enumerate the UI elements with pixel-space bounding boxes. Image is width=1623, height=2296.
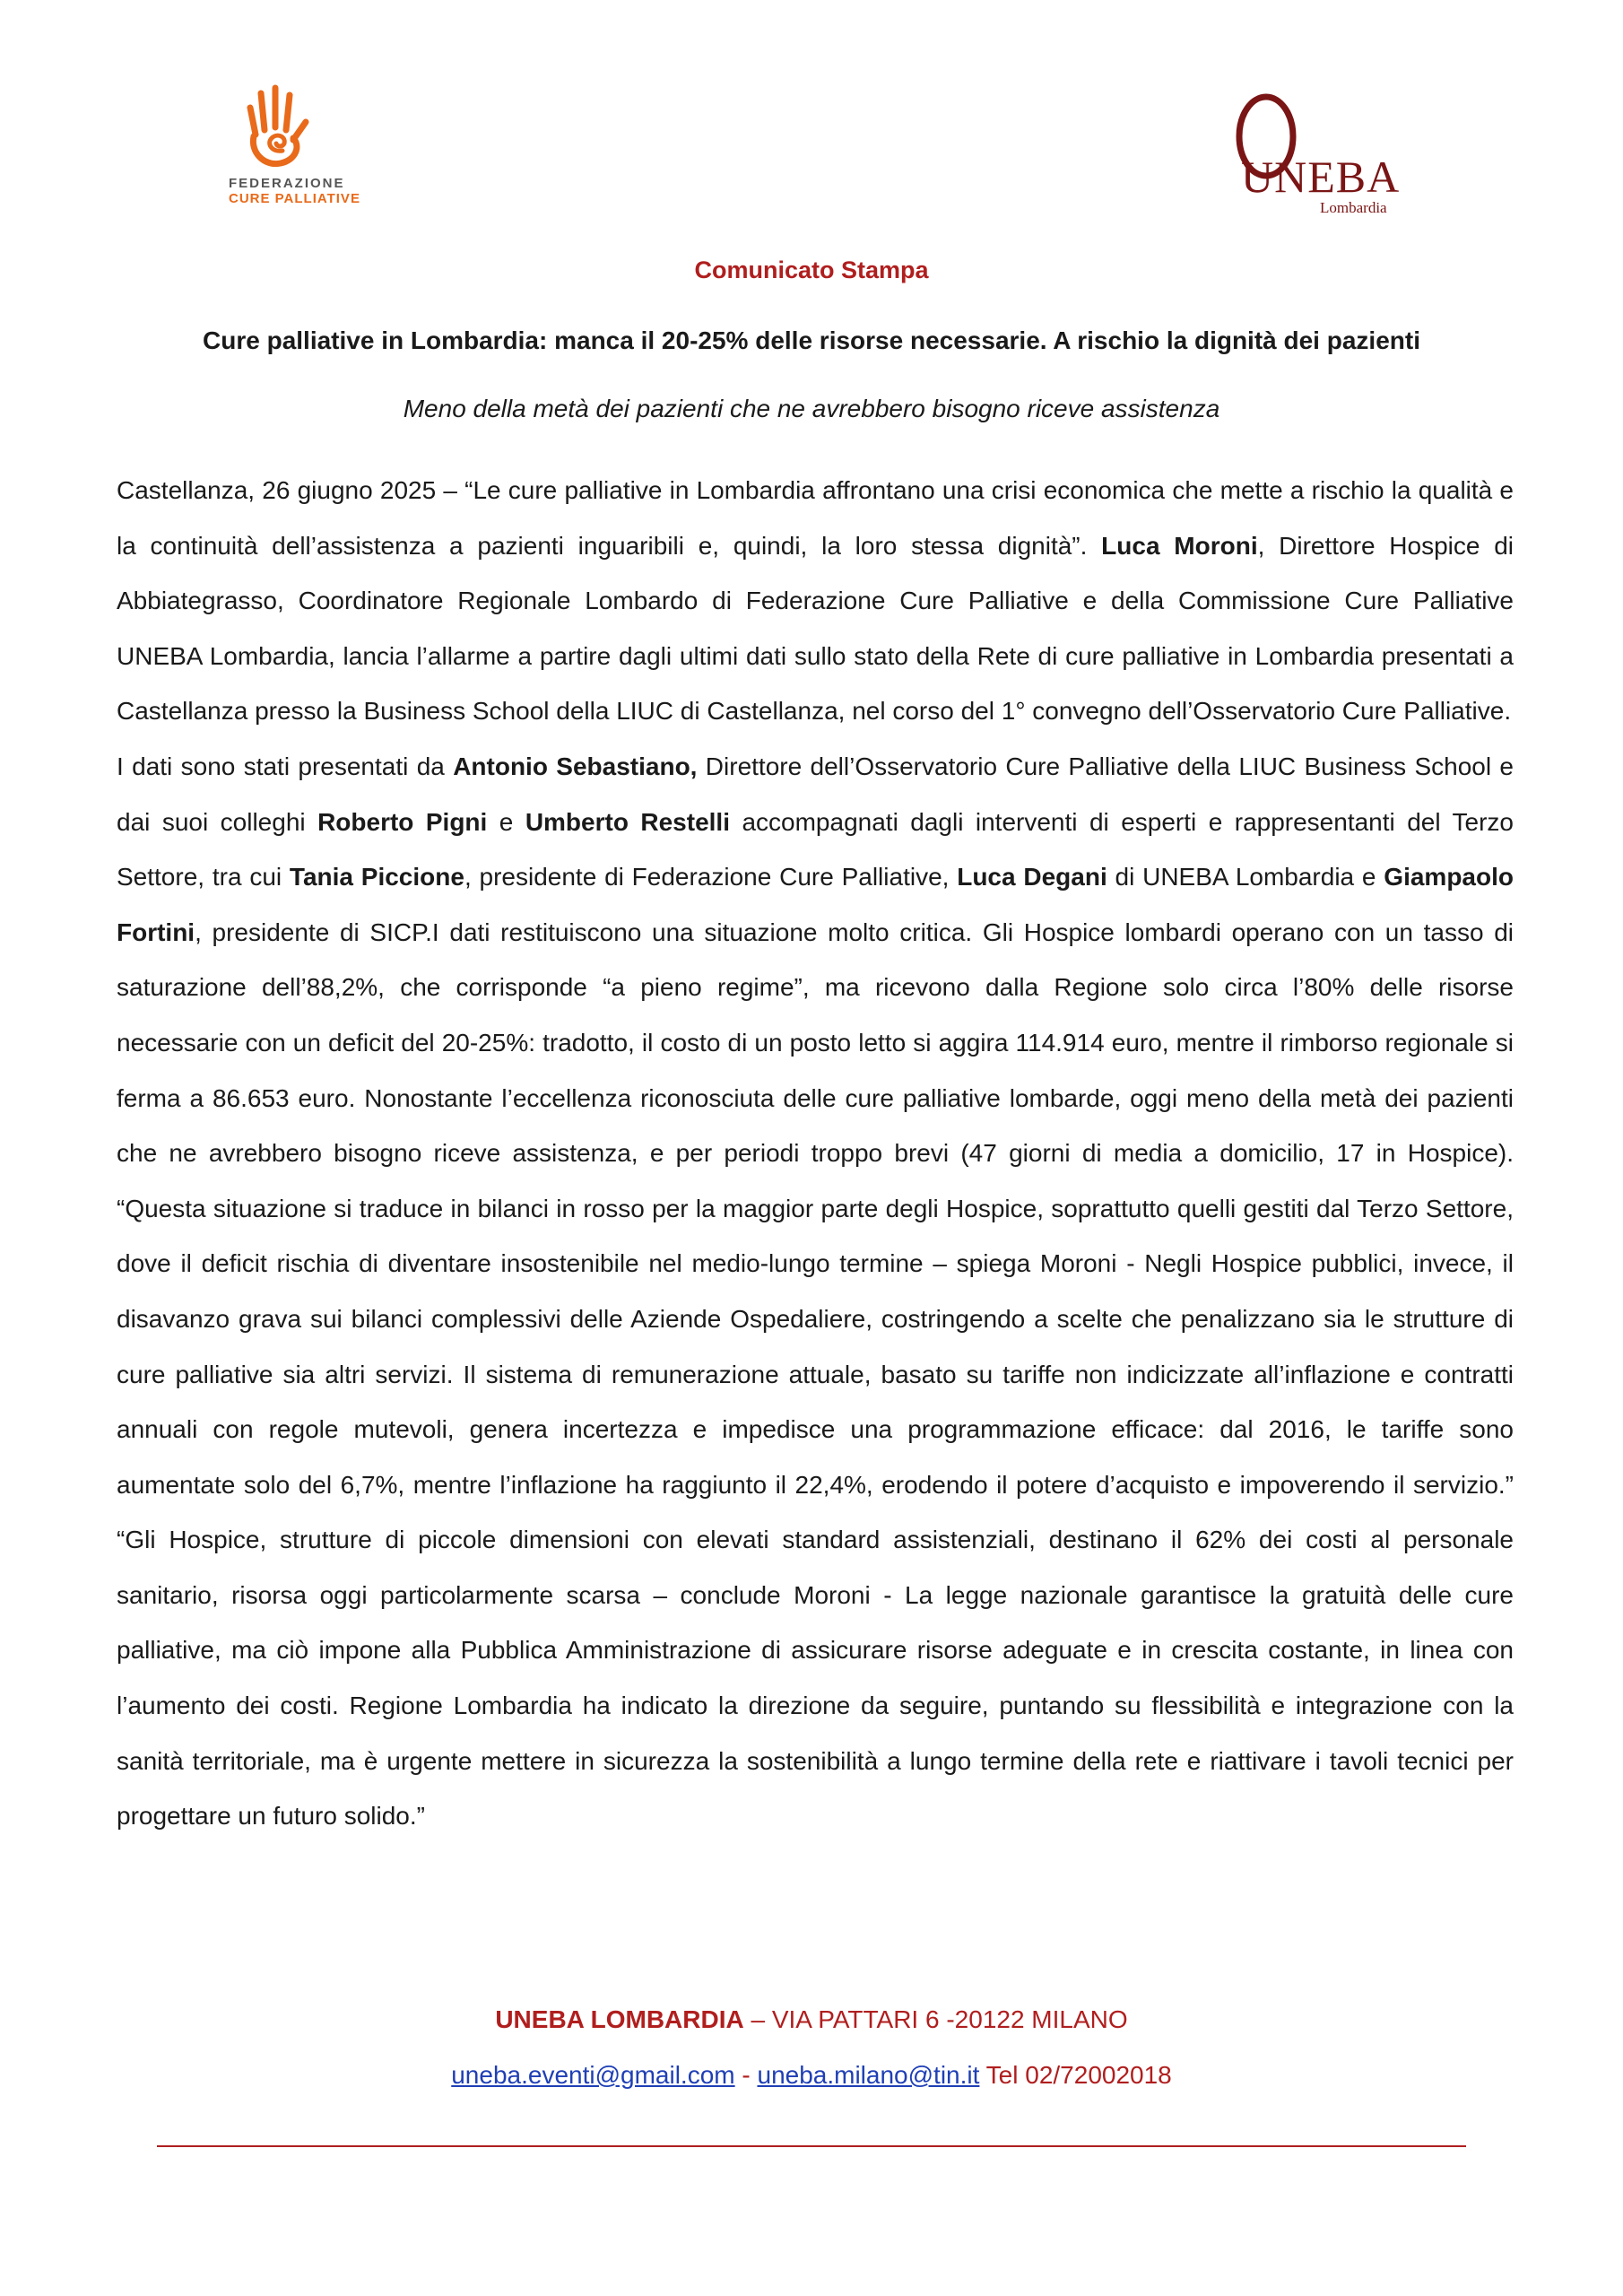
text-run: e [487, 807, 525, 836]
text-run: , presidente di Federazione Cure Palliative, [464, 863, 958, 891]
press-release-body [117, 463, 1514, 1844]
contact-separator: - [734, 2061, 758, 2089]
person-name: Roberto Pigni [317, 807, 488, 836]
press-release-title: Cure palliative in Lombardia: manca il 20-25% delle risorse necessarie. A rischio la dignità dei pazienti [203, 326, 1420, 354]
footer-divider [157, 2145, 1466, 2147]
footer-contacts [0, 2061, 1623, 2090]
federazione-cure-palliative-logo [229, 81, 363, 206]
text-run: Direttore dell’Osservatorio Cure Palliative della LIUC Business School e dai suoi colleghi [117, 752, 1514, 836]
email-link-milano[interactable]: uneba.milano@tin.it [757, 2061, 980, 2089]
uneba-subtitle: Lombardia [1320, 199, 1387, 216]
person-name: Antonio Sebastiano, [453, 752, 698, 780]
document-kicker: Comunicato Stampa [694, 257, 929, 283]
logo-line-federazione: FEDERAZIONE [229, 176, 345, 191]
body-paragraph-1 [117, 463, 1514, 739]
text-run: accompagnati dagli interventi di esperti e rappresentanti del Terzo Settore, tra cui [117, 807, 1514, 891]
text-run: I dati sono stati presentati da [117, 752, 454, 780]
footer-org-name: UNEBA LOMBARDIA [495, 2005, 744, 2033]
footer-phone: Tel 02/72002018 [979, 2061, 1172, 2089]
person-name: Tania Piccione [289, 863, 464, 891]
uneba-wordmark: UNEBA [1241, 152, 1401, 202]
body-paragraph-2 [117, 739, 1514, 1844]
text-run: , presidente di SICP.I dati restituiscono una situazione molto critica. Gli Hospice lombardi operano con un tasso di saturazione dell’88,2%, che corrisponde “a pieno regime”, ma ricevono dalla Regione solo circa l’80% delle risorse necessarie con un deficit del 20-25%: tradotto, il costo di un posto letto si aggira 114.914 euro, mentre il rimborso regionale si ferma a 86.653 euro. Nonostante l’eccellenza riconosciuta delle cure palliative lombarde, oggi meno della metà dei pazienti che ne avrebbero bisogno riceve assistenza, e per periodi troppo brevi (47 giorni di media a domicilio, 17 in Hospice). “Questa situazione si traduce in bilanci in rosso per la maggior parte degli Hospice, soprattutto quelli gestiti dal Terzo Settore, dove il deficit rischia di diventare insostenibile nel medio-lungo termine – spiega Moroni - Negli Hospice pubblici, invece, il disavanzo grava sui bilanci complessivi delle Aziende Ospedaliere, costringendo a scelte che penalizzano sia le strutture di cure palliative sia altri servizi. Il sistema di remunerazione attuale, basato su tariffe non indicizzate all’inflazione e contratti annuali con regole mutevoli, genera incertezza e impedisce una programmazione efficace: dal 2016, le tariffe sono aumentate solo del 6,7%, mentre l’inflazione ha raggiunto il 22,4%, erodendo il potere d’acquisto e impoverendo il servizio.” “Gli Hospice, strutture di piccole dimensioni con elevati standard assistenziali, destinano il 62% dei costi al personale sanitario, risorsa oggi particolarmente scarsa – conclude Moroni - La legge nazionale garantisce la gratuità delle cure palliative, ma ciò impone alla Pubblica Amministrazione di assicurare risorse adeguate e in crescita costante, in linea con l’aumento dei costi. Regione Lombardia ha indicato la direzione da seguire, puntando su flessibilità e integrazione con la sanità territoriale, ma è urgente mettere in sicurezza la sostenibilità a lungo termine della rete e riattivare i tavoli tecnici per progettare un futuro solido.” [117, 918, 1514, 1831]
email-link-eventi[interactable]: uneba.eventi@gmail.com [451, 2061, 735, 2089]
text-run: Castellanza, 26 giugno 2025 – “Le cure palliative in Lombardia affrontano una crisi economica che mette a rischio la qualità e la continuità dell’assistenza a pazienti inguaribili e, quindi, la loro stessa dignità”. [117, 476, 1514, 560]
press-release-subtitle: Meno della metà dei pazienti che ne avrebbero bisogno riceve assistenza [403, 395, 1220, 422]
uneba-logo [1219, 90, 1399, 215]
footer-street: – VIA PATTARI 6 -20122 MILANO [743, 2005, 1128, 2033]
text-run: , Direttore Hospice di Abbiategrasso, Coordinatore Regionale Lombardo di Federazione Cure Palliative e della Commissione Cure Palliative UNEBA Lombardia, lancia l’allarme a partire dagli ultimi dati sullo stato della Rete di cure palliative in Lombardia presentati a Castellanza presso la Business School della LIUC di Castellanza, nel corso del 1° convegno dell’Osservatorio Cure Palliative. [117, 531, 1514, 726]
person-name: Giampaolo Fortini [117, 863, 1514, 946]
hand-spiral-icon [238, 81, 315, 170]
person-name: Luca Moroni [1101, 531, 1258, 560]
footer-address [0, 2005, 1623, 2034]
person-name: Luca Degani [957, 863, 1107, 891]
person-name: Umberto Restelli [525, 807, 730, 836]
logo-line-cure-palliative: CURE PALLIATIVE [229, 191, 360, 206]
text-run: di UNEBA Lombardia e [1107, 863, 1384, 891]
